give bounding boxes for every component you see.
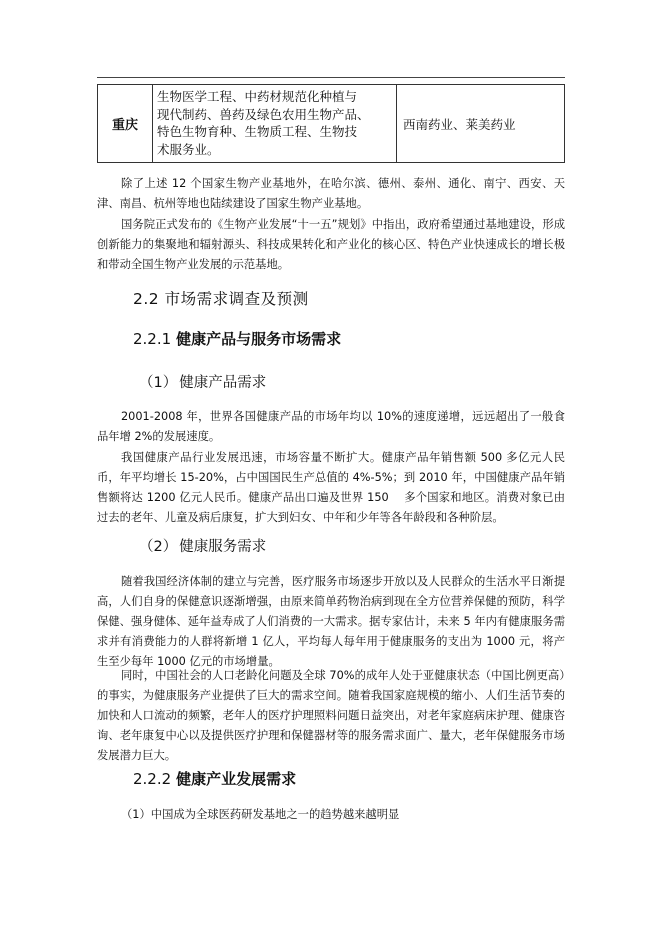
subsection-number: 2.2.1: [133, 330, 172, 348]
paragraph-world-market: 2001-2008 年，世界各国健康产品的市场年均以 10%的速度递增，远远超出了一般食品年增 2%的发展速度。: [97, 410, 565, 443]
companies-cell: 西南药业、莱美药业: [397, 85, 565, 163]
subsection-title: 健康产业发展需求: [176, 770, 297, 788]
paragraph-service-demand: 随着我国经济体制的建立与完善，医疗服务市场逐步开放以及人民群众的生活水平日渐提高，人们自身的保健意识逐渐增强，由原来简单药物治病到现在全方位营养保健的预防，科学保健、强身健体、延年益寿成了人们消费的一大需求。据专家估计，未来 5 年内有健康服务需求并有消费能力的人群将新增 1 亿人，平均每人每年用于健康服务的支出为 1000 元，将产生至少每年 1000 亿元的市场增量。: [97, 575, 565, 668]
item-number: （2）: [139, 539, 178, 555]
item-title: 健康服务需求: [179, 539, 267, 555]
heading-health-products: [139, 371, 266, 392]
subsection-heading-2-2-2: [133, 768, 296, 789]
subsection-number: 2.2.2: [133, 770, 172, 788]
header-rule: [97, 77, 565, 78]
city-cell: 重庆: [98, 85, 153, 163]
paragraph-other-bases: 除了上述 12 个国家生物产业基地外，在哈尔滨、德州、泰州、通化、南宁、西安、天津、南昌、杭州等地也陆续建设了国家生物产业基地。: [97, 177, 565, 210]
subsection-heading-2-2-1: [133, 328, 341, 349]
heading-health-services: [139, 535, 266, 556]
paragraph-aging-population: 同时，中国社会的人口老龄化问题及全球 70%的成年人处于亚健康状态（中国比例更高）的事实，为健康服务产业提供了巨大的需求空间。随着我国家庭规模的缩小、人们生活节奏的加快和人口流动的频繁，老年人的医疗护理照料问题日益突出，对老年家庭病床护理、健康咨询、老年康复中心以及提供医疗护理和保健器材等的服务需求面广、量大，老年保健服务市场发展潜力巨大。: [97, 669, 565, 762]
paragraph-china-market: 我国健康产品行业发展迅速，市场容量不断扩大。健康产品年销售额 500 多亿元人民币，年平均增长 15-20%，占中国国民生产总值的 4%-5%；到 2010 年，中国健康产品年销售额将达 1200 亿元人民币。健康产品出口遍及世界 150 多个国家和地区。消费对象已由过去的老年、儿童及病后康复，扩大到妇女、中年和少年等各年龄段和各种阶层。: [97, 451, 565, 524]
industry-fields-cell: 生物医学工程、中药材规范化种植与 现代制药、兽药及绿色农用生物产品、 特色生物育种、生物质工程、生物技 术服务业。: [153, 85, 397, 163]
section-number: 2.2: [133, 290, 160, 308]
list-item-rd-base: （1）中国成为全球医药研发基地之一的趋势越来越明显: [121, 808, 400, 821]
bio-base-table: [97, 84, 565, 163]
section-title: 市场需求调查及预测: [164, 290, 309, 308]
paragraph-eleventh-plan: 国务院正式发布的《生物产业发展“十一五”规划》中指出，政府希望通过基地建设，形成创新能力的集聚地和辐射源头、科技成果转化和产业化的核心区、特色产业快速成长的增长极和带动全国生物产业发展的示范基地。: [97, 218, 565, 271]
table-row: [98, 85, 565, 163]
subsection-title: 健康产品与服务市场需求: [176, 330, 342, 348]
item-number: （1）: [139, 375, 178, 391]
section-heading-2-2: [133, 287, 309, 309]
item-title: 健康产品需求: [179, 375, 267, 391]
